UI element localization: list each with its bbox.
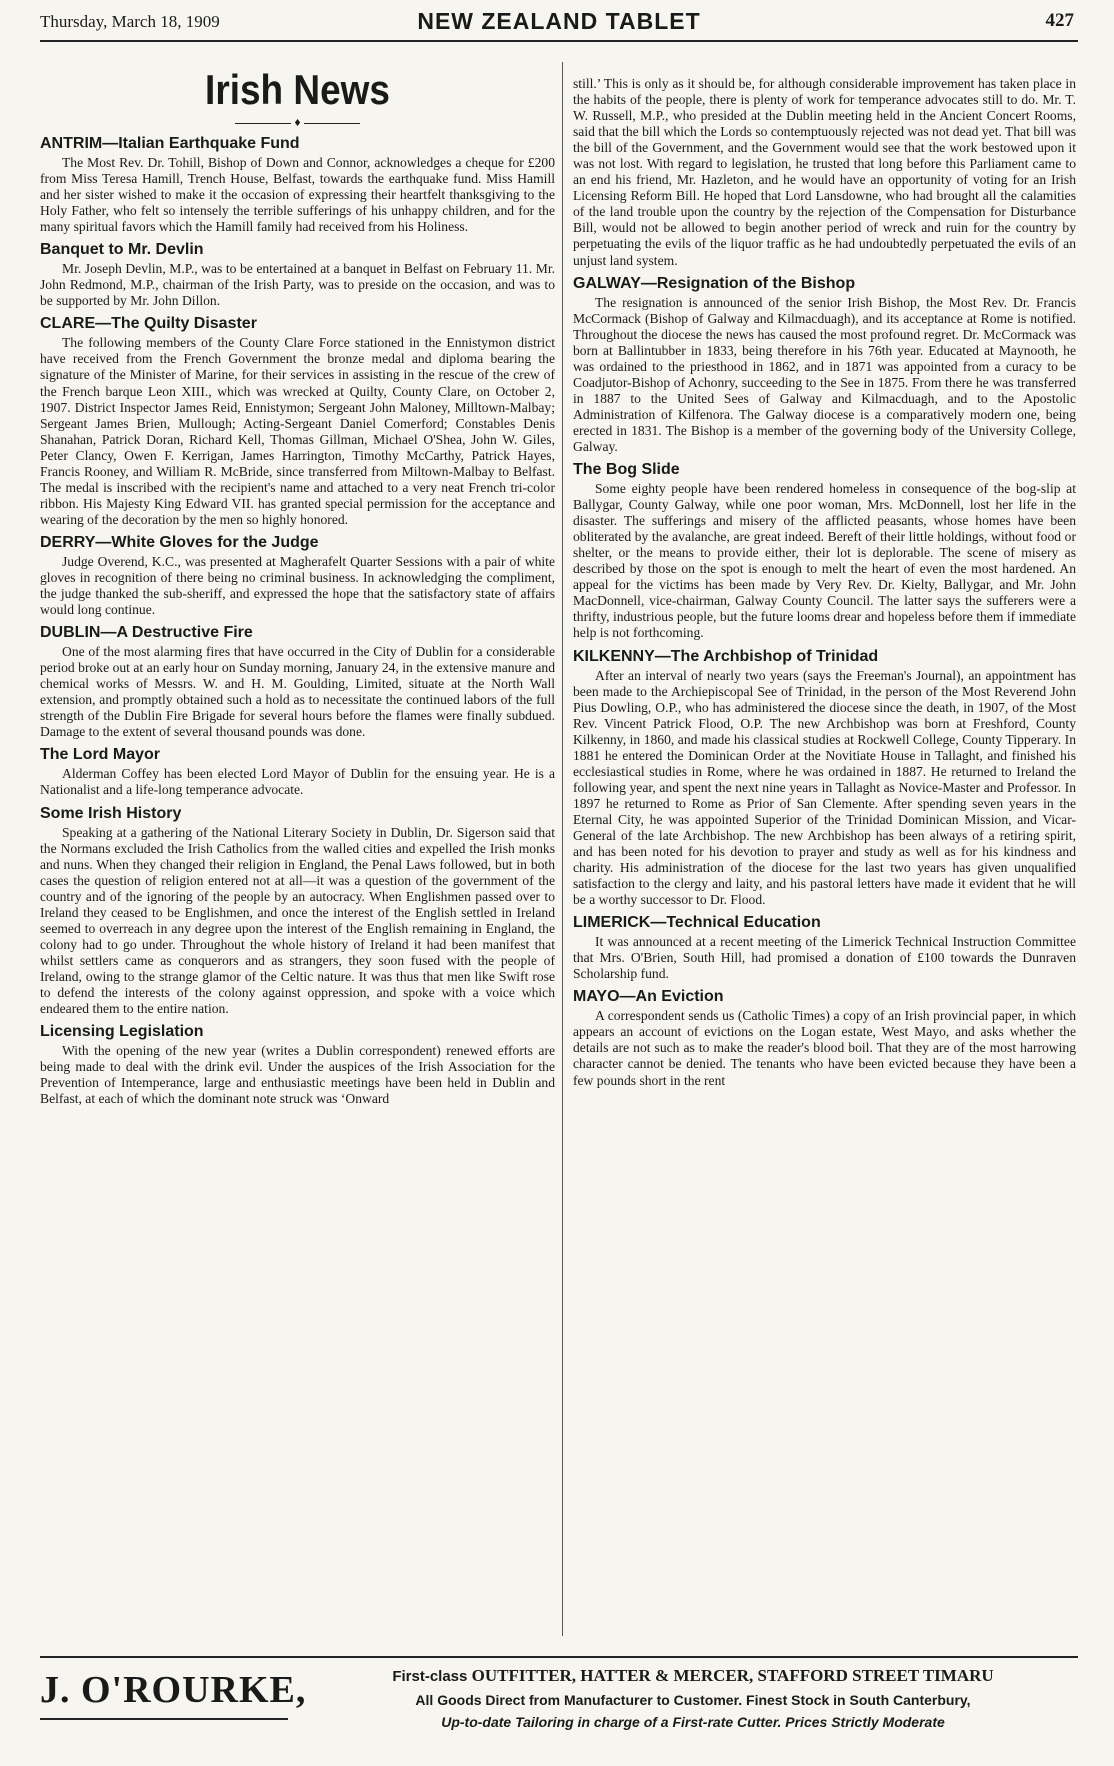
article-heading: The Lord Mayor (40, 746, 161, 764)
advert-line-3: Up-to-date Tailoring in charge of a First-rate Cutter. Prices Strictly Moderate (441, 1714, 945, 1730)
article-heading: GALWAY—Resignation of the Bishop (573, 274, 856, 292)
article-heading: KILKENNY—The Archbishop of Trinidad (573, 647, 879, 665)
news-article (573, 460, 1076, 641)
article-paragraph: Judge Overend, K.C., was presented at Magherafelt Quarter Sessions with a pair of white gloves in recognition of there being no criminal business. In acknowledging the compliment, the judge thanked the sub-sheriff, and expressed the hope that the satisfactory state of affairs would long continue. (40, 553, 555, 618)
article-paragraph: Alderman Coffey has been elected Lord Mayor of Dublin for the ensuing year. He is a Nationalist and a life-long temperance advocate. (40, 766, 555, 798)
news-article (40, 533, 555, 618)
news-article (573, 987, 1076, 1088)
issue-date: Thursday, March 18, 1909 (40, 12, 220, 31)
news-article (40, 745, 555, 798)
news-article (573, 274, 1076, 455)
article-heading: ANTRIM—Italian Earthquake Fund (40, 135, 300, 152)
article-heading: MAYO—An Eviction (573, 988, 724, 1006)
news-article (573, 647, 1076, 909)
diamond-ornament-icon: ♦ (294, 115, 301, 129)
article-paragraph: One of the most alarming fires that have occurred in the City of Dublin for a considerable period broke out at an early hour on Sunday morning, January 24, in the extensive manure and chemical works of Messrs. W. and H. M. Goulding, Limited, situate at the North Wall extension, and promptly obtained such a hold as to necessitate the continued labors of the full strength of the Dublin Fire Brigade for several hours before the flames were finally subdued. Damage to the extent of several thousand pounds was done. (40, 644, 555, 740)
article-heading: DUBLIN—A Destructive Fire (40, 624, 253, 642)
masthead-title: NEW ZEALAND TABLET (417, 8, 701, 34)
advert-line-2: All Goods Direct from Manufacturer to Customer. Finest Stock in South Canterbury, (415, 1692, 971, 1708)
article-paragraph: After an interval of nearly two years (says the Freeman's Journal), an appointment has been made to the Archiepiscopal See of Trinidad, in the person of the Most Reverend John Pius Dowling, O.P., who has administered the diocese since the death, in 1907, of the Most Rev. Vincent Patrick Flood, O.P. The new Archbishop was born at Freshford, County Kilkenny, in 1860, and made his classical studies at Rockwell College, County Tipperary. In 1881 he entered the Dominican Order at the Novitiate House in Tallaght, and finished his ecclesiastical studies in Rome, where he was ordained in 1887. He returned to Ireland the following year, and spent the next nine years in Tallaght as Novice-Master and Professor. In 1897 he returned to Rome as Prior of San Clemente. After spending seven years in the Eternal City, he was appointed Superior of the Trinidad Dominican Mission, and Vicar-General of the late Archbishop. The new Archbishop has been always of a retiring spirit, and has been noted for his devotion to prayer and study as well as for his kindness and charity. His administration of the diocese for the last two years has given unqualified satisfaction to the clergy and laity, and his pastoral letters have made it evident that he will be a worthy successor to Dr. Flood. (573, 667, 1076, 908)
article-paragraph: A correspondent sends us (Catholic Times) a copy of an Irish provincial paper, in which appears an account of evictions on the Logan estate, West Mayo, and asks whether the details are not such as to make the reader's blood boil. That they are of the most harrowing character cannot be denied. The tenants who have been evicted because they have been a few pounds short in the rent (573, 1008, 1076, 1088)
page-number: 427 (1045, 10, 1074, 31)
news-article (40, 804, 555, 1018)
article-heading: DERRY—White Gloves for the Judge (40, 533, 319, 551)
advert-line-1 (308, 1664, 1078, 1689)
banner-ornament-rule (40, 116, 555, 128)
advert-text (308, 1664, 1078, 1733)
article-paragraph: Mr. Joseph Devlin, M.P., was to be entertained at a banquet in Belfast on February 11. Mr. John Redmond, M.P., chairman of the Irish Party, was to preside on the occasion, and was to be supported by Mr. John Dillon. (40, 261, 555, 309)
article-heading: Banquet to Mr. Devlin (40, 241, 204, 259)
article-paragraph: Speaking at a gathering of the National Literary Society in Dublin, Dr. Sigerson said that the Normans excluded the Irish Catholics from the walled cities and expelled the Irish monks and nuns. When they changed their religion in England, the Penal Laws followed, but in both cases the question of religion entered not at all—it was a question of the government of the country and of the ignoring of the people by an autocracy. When Englishmen passed over to Ireland they ceased to be Englishmen, and once the interest of the English settled in Ireland seemed to overreach in any degree upon the interest of the English remaining in England, the colony had to go under. Throughout the whole history of Ireland it had been manifest that whilst settlers came as conquerors and as strangers, they soon fused with the people of Ireland, owing to the strange glamor of the Celtic nature. It was thus that men like Swift rose to defend the interests of the colony against oppression, and spoke with a voice which endeared them to the entire nation. (40, 824, 555, 1017)
news-article (573, 76, 1076, 269)
news-article (40, 240, 555, 309)
running-head (40, 6, 1078, 42)
section-banner-title: Irish News (205, 66, 390, 113)
article-paragraph: It was announced at a recent meeting of the Limerick Technical Instruction Committee that Mrs. O'Brien, South Hill, had promised a donation of £100 towards the Dunraven Scholarship fund. (573, 934, 1076, 982)
advertiser-name: J. O'ROURKE, (40, 1669, 307, 1711)
advertisement (40, 1656, 1078, 1758)
news-article (40, 314, 555, 528)
advertiser-underline (40, 1718, 288, 1720)
article-paragraph: Some eighty people have been rendered homeless in consequence of the bog-slip at Ballygar, County Galway, while one poor woman, Mrs. McDonnell, lost her life in the disaster. The sufferings and misery of the afflicted peasants, whose homes have been obliterated by the avalanche, are great indeed. Bereft of their little holdings, without food or shelter, or the means to provide either, their lot is deplorable. The scene of misery as described by those on the spot is enough to melt the heart of even the most hardened. An appeal for the victims has been made by Very Rev. Dr. Kielty, Ballygar, and Mr. John MacDonnell, vice-chairman, Galway County Council. The latter says the sufferers were a thrifty, industrious people, but the future looms drear and hopeless before them if immediate help is not forthcoming. (573, 481, 1076, 641)
article-paragraph: The resignation is announced of the senior Irish Bishop, the Most Rev. Dr. Francis McCormack (Bishop of Galway and Kilmacduagh), and its acceptance at Rome is notified. Throughout the diocese the news has caused the most profound regret. Dr. McCormack was born at Ballintubber in 1833, being therefore in his 76th year. Educated at Maynooth, he was ordained to the priesthood in 1862, and in 1871 was appointed from a curacy to be Coadjutor-Bishop of Achonry, succeeding to the See in 1875. From there he was transferred in 1887 to the United Sees of Galway and Kilmacduagh, and to the Apostolic Administration of Kilfenora. The Galway diocese is a comparatively modern one, being erected in 1831. The Bishop is a member of the governing body of the University College, Galway. (573, 294, 1076, 454)
rule-line (235, 123, 291, 124)
news-article (40, 1022, 555, 1107)
news-article (40, 623, 555, 740)
left-column (40, 62, 555, 1644)
article-paragraph: still.’ This is only as it should be, for although considerable improvement has taken place in the habits of the people, there is plenty of work for temperance advocates still to do. Mr. T. W. Russell, M.P., who presided at the Dublin meeting held in the Ancient Concert Rooms, said that the bill which the Lords so contemptuously rejected was not dead yet. That bill was the bill of the Government, and the Government would see that the work bestowed upon it was not lost. With regard to legislation, he trusted that long before this Parliament came to an end his friend, Mr. Hazleton, and he would have an opportunity of voting for an Irish Licensing Reform Bill. He hoped that Lord Lansdowne, who had brought all the calamities of the land trouble upon the country by the rejection of the Compensation for Disturbance Bill, would not be allowed to begin another period of wreck and ruin for the country by perpetuating the evils of the liquor traffic as he had undoubtedly perpetuated the evils of an unjust land system. (573, 76, 1076, 268)
right-articles (573, 76, 1076, 1089)
article-heading: LIMERICK—Technical Education (573, 914, 821, 932)
article-heading: CLARE—The Quilty Disaster (40, 315, 257, 333)
news-article (573, 913, 1076, 982)
article-heading: Some Irish History (40, 804, 182, 822)
column-divider (562, 62, 563, 1636)
article-paragraph: The following members of the County Clare Force stationed in the Ennistymon district have received from the French Government the bronze medal and diploma bearing the signature of the Minister of Marine, for their services in assisting in the rescue of the crew of the French barque Leon XIII., which was wrecked at Quilty, County Clare, on October 2, 1907. District Inspector James Reid, Ennistymon; Sergeant John Maloney, Milltown-Malbay; Sergeant James Brien, Mullough; Acting-Sergeant Daniel Comerford; Constables Denis Shanahan, Patrick Doran, Richard Kell, Thomas Gillman, Michael O'Shea, John W. Giles, Peter Clancy, Owen F. Kerrigan, James Harrington, Timothy McCarthy, Patrick Hayes, Francis Rooney, and William R. McBride, since transferred from Miltown-Malbay to Belfast. The medal is inscribed with the recipient's name and attached to a very neat French tri-color ribbon. His Majesty King Edward VII. has granted special permission for the acceptance and wearing of the decoration by the men so highly honored. (40, 335, 555, 527)
article-heading: The Bog Slide (573, 461, 680, 479)
right-column (573, 76, 1076, 1658)
rule-line (304, 123, 360, 124)
article-paragraph: The Most Rev. Dr. Tohill, Bishop of Down and Connor, acknowledges a cheque for £200 from Miss Teresa Hamill, Trench House, Belfast, towards the earthquake fund. Miss Hamill and her sister wished to make it the occasion of expressing their heartfelt thanksgiving to the Holy Father, who felt so intensely the terrible sufferings of his unhappy children, and for the many spiritual favors which the Hamill family had received from his Holiness. (40, 155, 555, 235)
article-paragraph: With the opening of the new year (writes a Dublin correspondent) renewed efforts are being made to deal with the drink evil. Under the auspices of the Irish Association for the Prevention of Intemperance, large and enthusiastic meetings have been held in Dublin and Belfast, at each of which the dominant note struck was ‘Onward (40, 1043, 555, 1107)
left-articles (40, 134, 555, 1107)
advert-line-1-lead: First-class (392, 1668, 468, 1685)
advert-line-1-rest: OUTFITTER, HATTER & MERCER, STAFFORD STREET TIMARU (471, 1666, 994, 1685)
news-article (40, 134, 555, 235)
article-heading: Licensing Legislation (40, 1023, 204, 1041)
